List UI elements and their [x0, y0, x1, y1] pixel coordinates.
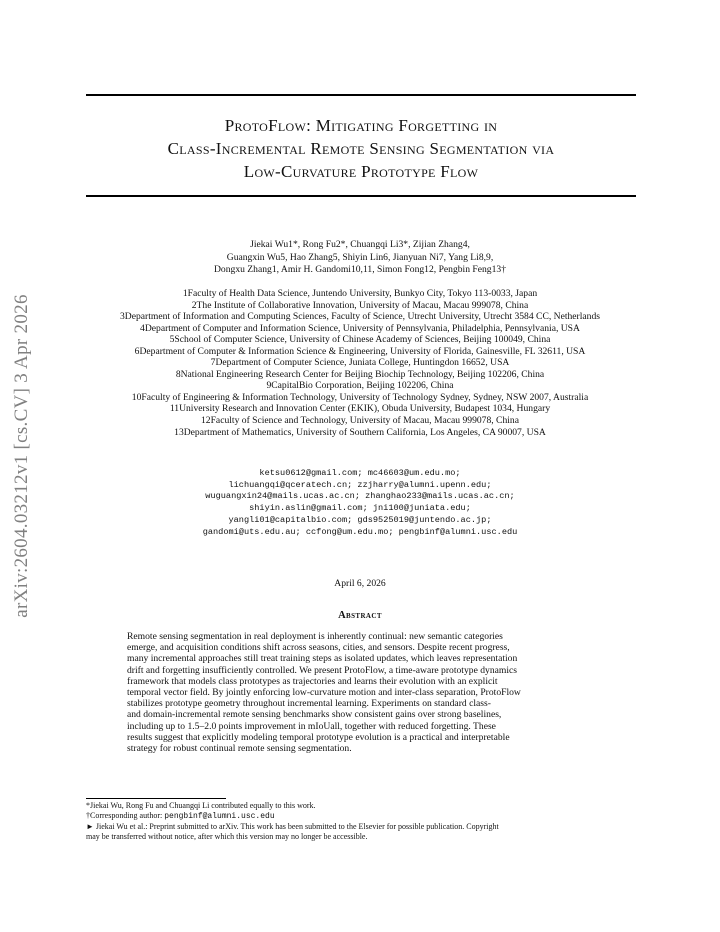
affiliation: 12Faculty of Science and Technology, University of Macau, Macau 999078, China — [201, 415, 519, 427]
author-line: Dongxu Zhang1, Amir H. Gandomi10,11, Simon Fong12, Pengbin Feng13† — [214, 264, 506, 276]
affiliation: 1Faculty of Health Data Science, Juntendo University, Bunkyo City, Tokyo 113-0033, Japan — [182, 288, 538, 299]
footnote-rule — [86, 798, 226, 799]
abstract-heading: Abstract — [338, 610, 382, 621]
abstract-line: drift and forgetting insufficiently controlled. We present ProtoFlow, a time-aware prototype dynamics — [127, 664, 517, 676]
email-list — [60, 468, 660, 538]
email-line[interactable]: ketsu0612@gmail.com; mc46603@um.edu.mo; — [259, 468, 461, 478]
publication-date: April 6, 2026 — [334, 578, 386, 589]
affiliation: 13Department of Mathematics, University of Southern California, Los Angeles, CA 90007, USA — [174, 426, 546, 438]
email-line[interactable]: shiyin.aslin@gmail.com; jni100@juniata.edu; — [249, 503, 471, 514]
footnote-preprint-continued: may be transferred without notice, after which this version may no longer be accessible. — [86, 832, 368, 841]
abstract-line: temporal vector field. By jointly enforcing low-curvature motion and inter-class separation, ProtoFlow — [127, 687, 521, 699]
affiliation: 10Faculty of Engineering & Information Technology, University of Technology Sydney, Sydney, NSW 2007, Australia — [131, 391, 589, 403]
title-line: Low-Curvature Prototype Flow — [243, 162, 479, 181]
title-line: Class-Incremental Remote Sensing Segmentation via — [167, 139, 555, 158]
footnote-preprint: ► Jiekai Wu et al.: Preprint submitted to arXiv. This work has been submitted to the Elsevier for possible publication. Copyright — [86, 822, 499, 831]
email-line[interactable]: gandomi@uts.edu.au; ccfong@um.edu.mo; pengbinf@alumni.usc.edu — [202, 526, 518, 537]
title-line: ProtoFlow: Mitigating Forgetting in — [224, 116, 498, 135]
affiliation-list — [40, 288, 680, 438]
footnote-equal-contribution: *Jiekai Wu, Rong Fu and Chuangqi Li contributed equally to this work. — [86, 801, 316, 810]
email-line[interactable]: wuguangxin24@mails.ucas.ac.cn; zhanghao233@mails.ucas.ac.cn; — [205, 491, 515, 502]
paper-title — [86, 114, 636, 183]
footnote-corresponding-label: †Corresponding author: — [86, 811, 165, 820]
corresponding-email-link[interactable]: pengbinf@alumni.usc.edu — [164, 812, 275, 821]
author-line: Jiekai Wu1*, Rong Fu2*, Chuangqi Li3*, Zijian Zhang4, — [250, 239, 470, 250]
author-list — [60, 239, 660, 277]
affiliation: 11University Research and Innovation Center (EKIK), Obuda University, Budapest 1034, Hungary — [169, 403, 551, 415]
abstract-line: stabilizes prototype geometry throughout incremental learning. Experiments on standard class- — [127, 698, 491, 710]
email-line[interactable]: lichuangqi@qceratech.cn; zzjharry@alumni.upenn.edu; — [228, 479, 492, 490]
abstract-line: framework that models class prototypes as trajectories and learns their evolution with an explicit — [127, 675, 498, 687]
author-line: Guangxin Wu5, Hao Zhang5, Shiyin Lin6, Jianyuan Ni7, Yang Li8,9, — [226, 251, 494, 263]
arxiv-identifier: arXiv:2604.03212v1 [cs.CV] 3 Apr 2026 — [11, 294, 32, 618]
title-bottom-rule — [86, 195, 636, 197]
affiliation: 9CapitalBio Corporation, Beijing 102206, China — [266, 380, 454, 392]
affiliation: 3Department of Information and Computing Sciences, Faculty of Science, Utrecht University, Utrecht 3584 CC, Netherlands — [119, 311, 600, 323]
abstract-line: Remote sensing segmentation in real deployment is inherently continual: new semantic categories — [127, 631, 503, 642]
affiliation: 4Department of Computer and Information Science, University of Pennsylvania, Philadelphia, Pennsylvania, USA — [140, 322, 580, 334]
email-line[interactable]: yangli01@capitalbio.com; gds9525019@juntendo.ac.jp; — [228, 514, 492, 525]
abstract-line: many incremental approaches still treat training steps as isolated updates, which leaves representation — [127, 653, 518, 665]
abstract-body — [127, 631, 593, 754]
abstract-line: including up to 1.5–2.0 points improvement in mIoUall, together with reduced forgetting. These — [127, 720, 496, 732]
title-top-rule — [86, 94, 636, 96]
affiliation: 6Department of Computer & Information Science & Engineering, University of Florida, Gainesville, FL 32611, USA — [134, 345, 586, 357]
affiliation: 7Department of Computer Science, Juniata College, Huntingdon 16652, USA — [210, 357, 510, 369]
abstract-line: results suggest that explicitly modeling temporal prototype evolution is a practical and interpretable — [127, 731, 510, 743]
footnote-corresponding — [86, 811, 646, 822]
abstract-line: emerge, and acquisition conditions shift across seasons, cities, and sensors. Despite recent progress, — [127, 642, 510, 654]
affiliation: 5School of Computer Science, University of Chinese Academy of Sciences, Beijing 100049, China — [169, 334, 551, 346]
abstract-line: strategy for robust continual remote sensing segmentation. — [127, 743, 352, 755]
footnotes — [86, 801, 646, 842]
affiliation: 8National Engineering Research Center for Beijing Biochip Technology, Beijing 102206, China — [175, 368, 545, 380]
affiliation: 2The Institute of Collaborative Innovation, University of Macau, Macau 999078, China — [191, 299, 529, 311]
abstract-line: and domain-incremental remote sensing benchmarks show consistent gains over strong baselines, — [127, 709, 502, 721]
